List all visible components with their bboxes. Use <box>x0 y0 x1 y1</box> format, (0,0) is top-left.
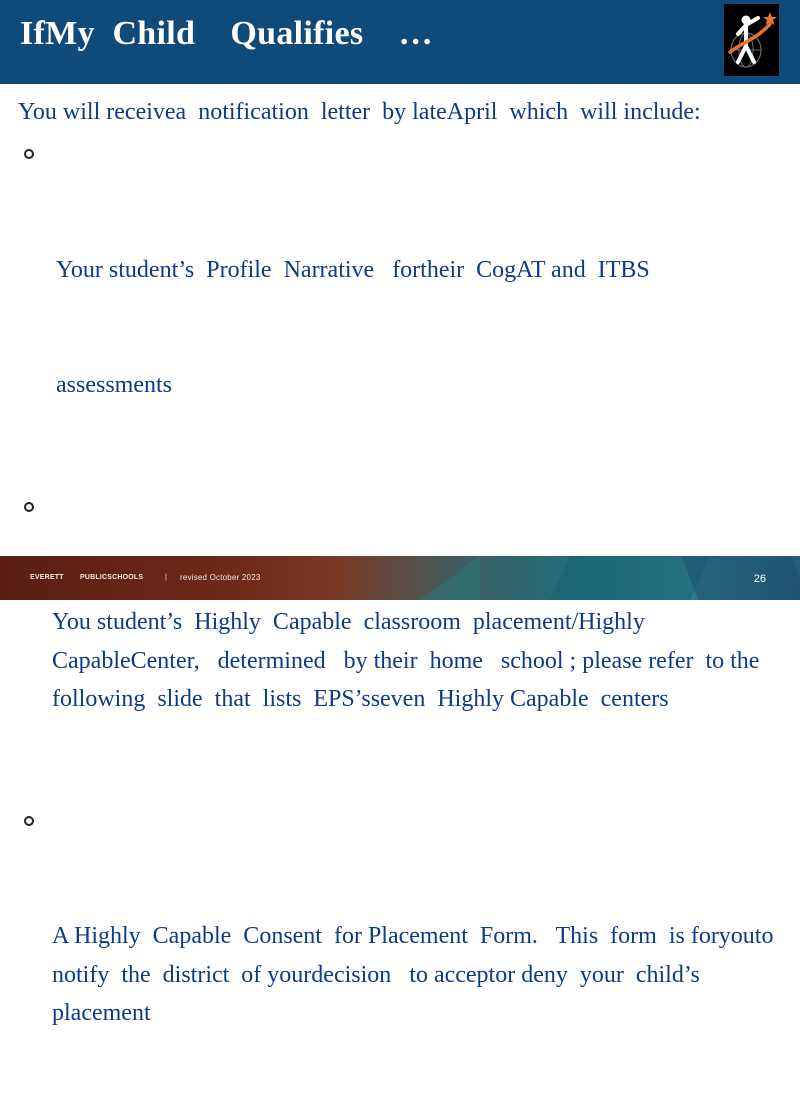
bullet-text: A Highly Capable Consent for Placement Form. This form is foryouto notify the district of yourdecision to acceptor deny your child’s placement <box>52 923 786 1026</box>
bullet-item <box>18 488 778 796</box>
footer-org-name: PUBLICSCHOOLS <box>80 574 144 581</box>
bullet-circle-icon <box>24 149 34 159</box>
page-number: 26 <box>753 573 766 585</box>
bullet-circle-icon <box>24 816 34 826</box>
district-logo <box>724 4 779 76</box>
footer-separator: | <box>165 574 168 581</box>
footer-org-name: EVERETT <box>30 574 64 581</box>
bullet-text-line: Your student’s Profile Narrative fortheir CogAT and ITBS <box>56 256 650 283</box>
slide-footer <box>0 556 800 600</box>
bullet-circle-icon <box>24 502 34 512</box>
slide-title: IfMy Child Qualifies … <box>20 15 433 52</box>
slide-header <box>0 0 800 84</box>
footer-decoration <box>420 556 480 600</box>
bullet-text: You student’s Highly Capable classroom placement/Highly CapableCenter, determined by their home school ; please refer to the following slide that lists EPS’sseven Highly Capable centers <box>52 609 772 712</box>
footer-decoration <box>682 556 800 600</box>
header-divider <box>0 84 800 87</box>
bullet-text-line: assessments <box>56 372 172 398</box>
bullet-item <box>18 135 778 482</box>
footer-revised-date: revised October 2023 <box>180 573 261 582</box>
slide-body <box>18 94 786 1116</box>
bullet-item <box>18 802 786 1110</box>
district-logo-icon <box>724 4 779 76</box>
intro-text: You will receivea notification letter by lateApril which will include: <box>18 99 701 125</box>
